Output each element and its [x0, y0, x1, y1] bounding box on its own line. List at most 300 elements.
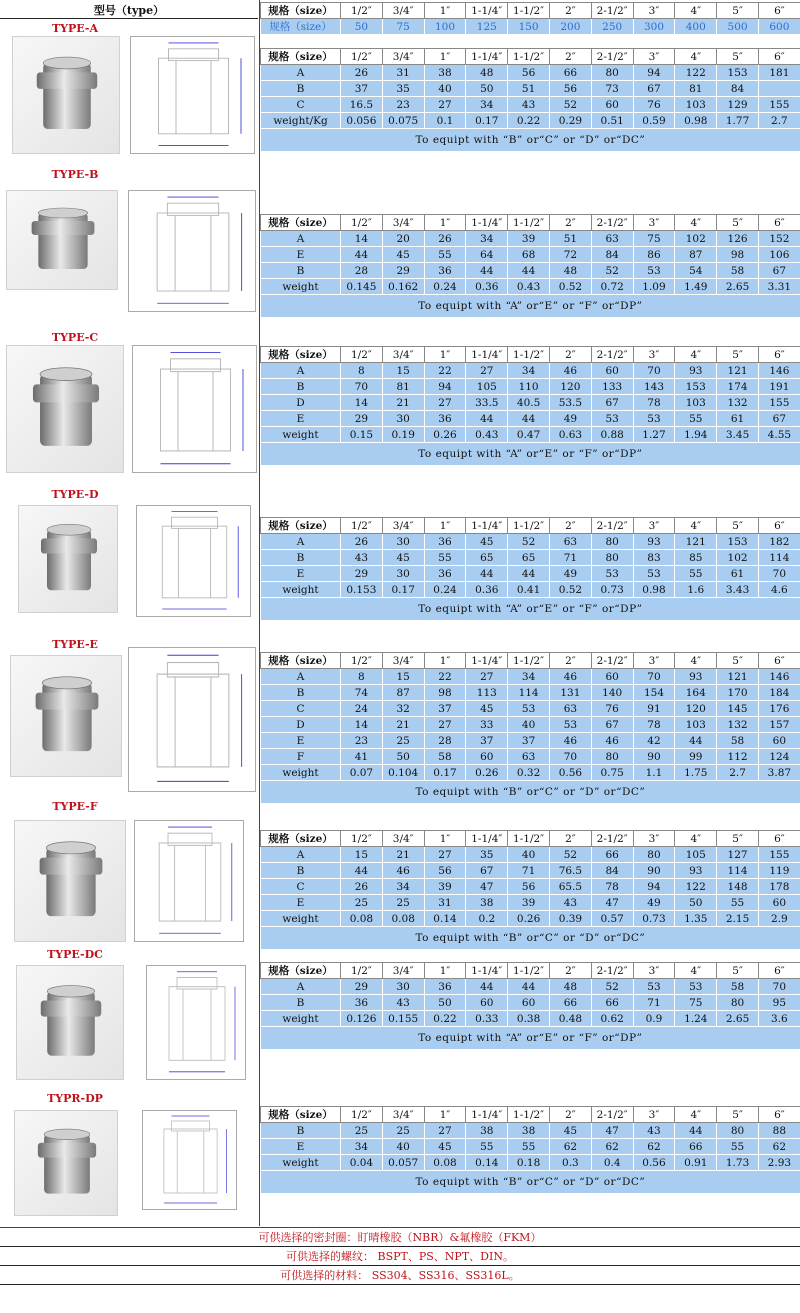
- row-label: weight: [261, 279, 341, 295]
- value-cell: 170: [717, 685, 759, 701]
- size-cell: 2-1/2″: [591, 518, 633, 534]
- dimension-row: [261, 685, 800, 701]
- value-cell: 55: [424, 247, 466, 263]
- value-cell: 106: [758, 247, 800, 263]
- value-cell: 0.07: [341, 765, 383, 781]
- value-cell: 31: [382, 65, 424, 81]
- value-cell: 102: [675, 231, 717, 247]
- row-label: weight: [261, 427, 341, 443]
- value-cell: 39: [424, 879, 466, 895]
- value-cell: 62: [549, 1139, 591, 1155]
- value-cell: 53: [633, 566, 675, 582]
- value-cell: 24: [341, 701, 383, 717]
- value-cell: 31: [424, 895, 466, 911]
- value-cell: 45: [382, 247, 424, 263]
- size-cell: 6″: [758, 49, 800, 65]
- compatibility-note: To equipt with “A” or“E” or “F” or“DP”: [261, 598, 800, 621]
- value-cell: 0.17: [424, 765, 466, 781]
- size-cell: 1″: [424, 1107, 466, 1123]
- value-cell: 120: [549, 379, 591, 395]
- value-cell: 81: [382, 379, 424, 395]
- value-cell: 184: [758, 685, 800, 701]
- value-cell: 46: [549, 733, 591, 749]
- value-cell: 71: [508, 863, 550, 879]
- value-cell: 148: [717, 879, 759, 895]
- dimension-row: [261, 879, 800, 895]
- value-cell: 53: [508, 701, 550, 717]
- size-cell: 6″: [758, 963, 800, 979]
- size-cell: 2″: [549, 653, 591, 669]
- value-cell: 0.14: [466, 1155, 508, 1171]
- value-cell: 38: [466, 1123, 508, 1139]
- value-cell: 37: [341, 81, 383, 97]
- size-cell: 1/2″: [341, 653, 383, 669]
- value-cell: 121: [675, 534, 717, 550]
- size-cell: 1-1/4″: [466, 49, 508, 65]
- compatibility-row: [261, 443, 800, 466]
- value-cell: 127: [717, 847, 759, 863]
- dimension-row: [261, 113, 800, 129]
- size-cell: 1-1/4″: [466, 831, 508, 847]
- size-label: 规格（size）: [261, 1107, 341, 1123]
- size-label: 规格（size）: [261, 831, 341, 847]
- value-cell: 0.36: [466, 582, 508, 598]
- value-cell: 15: [341, 847, 383, 863]
- value-cell: 36: [424, 979, 466, 995]
- size-cell: 3″: [633, 347, 675, 363]
- size-cell: 2″: [549, 1107, 591, 1123]
- value-cell: 114: [717, 863, 759, 879]
- value-cell: 93: [675, 669, 717, 685]
- type-dc-product-photo: [16, 965, 124, 1080]
- value-cell: 132: [717, 717, 759, 733]
- row-label: A: [261, 669, 341, 685]
- dimension-row: [261, 379, 800, 395]
- value-cell: 34: [466, 97, 508, 113]
- value-cell: 30: [382, 411, 424, 427]
- value-cell: 66: [675, 1139, 717, 1155]
- value-cell: 45: [466, 534, 508, 550]
- value-cell: 0.15: [341, 427, 383, 443]
- value-cell: 29: [341, 979, 383, 995]
- size-cell: 1/2″: [341, 963, 383, 979]
- value-cell: 78: [591, 879, 633, 895]
- value-cell: 36: [424, 566, 466, 582]
- value-cell: 0.155: [382, 1011, 424, 1027]
- size-cell: 1-1/4″: [466, 653, 508, 669]
- value-cell: 27: [424, 97, 466, 113]
- value-cell: 27: [424, 717, 466, 733]
- value-cell: 0.04: [341, 1155, 383, 1171]
- typr-dp-product-photo: [14, 1110, 118, 1216]
- compatibility-row: [261, 927, 800, 950]
- row-label: B: [261, 81, 341, 97]
- value-cell: 114: [758, 550, 800, 566]
- value-cell: 28: [424, 733, 466, 749]
- value-cell: 0.56: [633, 1155, 675, 1171]
- value-cell: 15: [382, 669, 424, 685]
- value-cell: 81: [675, 81, 717, 97]
- value-cell: 3.31: [758, 279, 800, 295]
- dimension-row: [261, 1155, 800, 1171]
- size-cell: 1/2″: [341, 49, 383, 65]
- size-cell: 2″: [549, 49, 591, 65]
- value-cell: 26: [341, 65, 383, 81]
- value-cell: 0.08: [341, 911, 383, 927]
- value-cell: 3.6: [758, 1011, 800, 1027]
- value-cell: 26: [341, 879, 383, 895]
- size-cell: 3/4″: [382, 215, 424, 231]
- size-cell: 3″: [633, 518, 675, 534]
- value-cell: 41: [341, 749, 383, 765]
- size-cell: 1/2″: [341, 831, 383, 847]
- value-cell: 35: [382, 81, 424, 97]
- size-cell: 3/4″: [382, 49, 424, 65]
- value-cell: 3.43: [717, 582, 759, 598]
- value-cell: 51: [508, 81, 550, 97]
- dimension-row: [261, 701, 800, 717]
- value-cell: 53: [633, 411, 675, 427]
- value-cell: 49: [549, 566, 591, 582]
- size-cell: 5″: [717, 3, 759, 19]
- value-cell: 70: [341, 379, 383, 395]
- size-cell: 5″: [717, 831, 759, 847]
- dimension-row: [261, 582, 800, 598]
- size-cell: 1-1/2″: [508, 49, 550, 65]
- value-cell: 0.91: [675, 1155, 717, 1171]
- row-label: A: [261, 534, 341, 550]
- value-cell: 0.4: [591, 1155, 633, 1171]
- size-row: [261, 215, 800, 231]
- type-c-dimension-drawing: [132, 345, 257, 473]
- value-cell: 64: [466, 247, 508, 263]
- value-cell: 119: [758, 863, 800, 879]
- size-cell: 1″: [424, 653, 466, 669]
- value-cell: 55: [675, 566, 717, 582]
- value-cell: 46: [591, 733, 633, 749]
- value-cell: 45: [466, 701, 508, 717]
- value-cell: 35: [466, 847, 508, 863]
- size-label: 规格（size）: [261, 19, 341, 35]
- value-cell: 39: [508, 895, 550, 911]
- value-cell: 30: [382, 566, 424, 582]
- dimension-row: [261, 1011, 800, 1027]
- value-cell: 88: [758, 1123, 800, 1139]
- dimension-row: [261, 247, 800, 263]
- value-cell: 0.47: [508, 427, 550, 443]
- value-cell: 38: [424, 65, 466, 81]
- value-cell: 63: [549, 534, 591, 550]
- value-cell: 51: [549, 231, 591, 247]
- value-cell: 50: [675, 895, 717, 911]
- value-cell: 14: [341, 231, 383, 247]
- value-cell: 0.153: [341, 582, 383, 598]
- value-cell: 0.59: [633, 113, 675, 129]
- size-row: [261, 347, 800, 363]
- row-label: E: [261, 733, 341, 749]
- value-cell: 0.51: [591, 113, 633, 129]
- value-cell: 133: [591, 379, 633, 395]
- dimension-row: [261, 566, 800, 582]
- value-cell: 23: [341, 733, 383, 749]
- value-cell: 84: [717, 81, 759, 97]
- value-cell: 43: [549, 895, 591, 911]
- size-cell: 5″: [717, 347, 759, 363]
- dn-cell: 125: [466, 19, 508, 35]
- row-label: E: [261, 1139, 341, 1155]
- value-cell: 52: [508, 534, 550, 550]
- type-label: TYPE-D: [51, 488, 99, 501]
- value-cell: 55: [717, 895, 759, 911]
- value-cell: 140: [591, 685, 633, 701]
- value-cell: 2.7: [717, 765, 759, 781]
- compatibility-note: To equipt with “A” or“E” or “F” or“DP”: [261, 1027, 800, 1050]
- value-cell: 4.55: [758, 427, 800, 443]
- value-cell: 29: [341, 566, 383, 582]
- compatibility-note: To equipt with “B” or“C” or “D” or“DC”: [261, 129, 800, 152]
- size-cell: 2″: [549, 518, 591, 534]
- row-label: E: [261, 247, 341, 263]
- typr-dp-dimension-drawing: [142, 1110, 237, 1210]
- size-cell: 2-1/2″: [591, 831, 633, 847]
- value-cell: 0.88: [591, 427, 633, 443]
- value-cell: 60: [758, 895, 800, 911]
- top-size-table: [260, 2, 800, 35]
- value-cell: 67: [758, 263, 800, 279]
- value-cell: 65: [466, 550, 508, 566]
- value-cell: 129: [717, 97, 759, 113]
- value-cell: 94: [633, 65, 675, 81]
- value-cell: 155: [758, 97, 800, 113]
- value-cell: 94: [633, 879, 675, 895]
- value-cell: 37: [508, 733, 550, 749]
- value-cell: 56: [424, 863, 466, 879]
- value-cell: 43: [633, 1123, 675, 1139]
- value-cell: 8: [341, 363, 383, 379]
- size-cell: 4″: [675, 653, 717, 669]
- value-cell: 25: [341, 1123, 383, 1139]
- value-cell: 67: [591, 717, 633, 733]
- value-cell: 121: [717, 363, 759, 379]
- value-cell: 48: [466, 65, 508, 81]
- value-cell: 76: [633, 97, 675, 113]
- value-cell: 2.7: [758, 113, 800, 129]
- value-cell: 0.75: [591, 765, 633, 781]
- dimension-row: [261, 1139, 800, 1155]
- size-cell: 3/4″: [382, 347, 424, 363]
- value-cell: 105: [675, 847, 717, 863]
- compatibility-row: [261, 1027, 800, 1050]
- value-cell: 58: [717, 979, 759, 995]
- value-cell: 0.48: [549, 1011, 591, 1027]
- value-cell: 0.056: [341, 113, 383, 129]
- value-cell: 48: [549, 979, 591, 995]
- value-cell: 155: [758, 395, 800, 411]
- value-cell: 47: [591, 895, 633, 911]
- size-cell: 6″: [758, 347, 800, 363]
- value-cell: 67: [758, 411, 800, 427]
- compatibility-note: To equipt with “B” or“C” or “D” or“DC”: [261, 927, 800, 950]
- value-cell: 86: [633, 247, 675, 263]
- value-cell: 80: [591, 550, 633, 566]
- size-cell: 6″: [758, 3, 800, 19]
- size-cell: 3″: [633, 49, 675, 65]
- value-cell: 102: [717, 550, 759, 566]
- type-label: TYPR-DP: [47, 1092, 103, 1105]
- value-cell: 44: [675, 1123, 717, 1139]
- value-cell: 56: [508, 65, 550, 81]
- dn-cell: 250: [591, 19, 633, 35]
- row-label: A: [261, 979, 341, 995]
- size-label: 规格（size）: [261, 3, 341, 19]
- value-cell: 60: [591, 363, 633, 379]
- value-cell: 0.98: [633, 582, 675, 598]
- value-cell: 2.9: [758, 911, 800, 927]
- value-cell: 45: [382, 550, 424, 566]
- value-cell: 53: [675, 979, 717, 995]
- dimension-row: [261, 979, 800, 995]
- value-cell: 15: [382, 363, 424, 379]
- typr-dp-spec-table: [260, 1106, 800, 1194]
- value-cell: 27: [424, 395, 466, 411]
- value-cell: 0.26: [508, 911, 550, 927]
- compatibility-note: To equipt with “B” or“C” or “D” or“DC”: [261, 1171, 800, 1194]
- row-label: B: [261, 263, 341, 279]
- value-cell: 1.27: [633, 427, 675, 443]
- value-cell: 105: [466, 379, 508, 395]
- value-cell: 143: [633, 379, 675, 395]
- size-cell: 1-1/2″: [508, 831, 550, 847]
- value-cell: 153: [717, 534, 759, 550]
- value-cell: 30: [382, 979, 424, 995]
- value-cell: 23: [382, 97, 424, 113]
- size-cell: 1-1/4″: [466, 215, 508, 231]
- value-cell: 58: [717, 263, 759, 279]
- value-cell: 122: [675, 879, 717, 895]
- value-cell: 40: [508, 847, 550, 863]
- size-cell: 4″: [675, 3, 717, 19]
- value-cell: 58: [424, 749, 466, 765]
- size-cell: 3/4″: [382, 963, 424, 979]
- value-cell: 68: [508, 247, 550, 263]
- value-cell: 0.14: [424, 911, 466, 927]
- value-cell: 0.2: [466, 911, 508, 927]
- value-cell: 44: [508, 979, 550, 995]
- size-cell: 4″: [675, 1107, 717, 1123]
- value-cell: 90: [633, 749, 675, 765]
- row-label: weight: [261, 911, 341, 927]
- value-cell: 155: [758, 847, 800, 863]
- value-cell: 0.39: [549, 911, 591, 927]
- row-label: E: [261, 566, 341, 582]
- value-cell: 0.3: [549, 1155, 591, 1171]
- size-cell: 2″: [549, 831, 591, 847]
- value-cell: 34: [508, 669, 550, 685]
- value-cell: 93: [675, 863, 717, 879]
- dn-cell: 75: [382, 19, 424, 35]
- size-cell: 1-1/2″: [508, 518, 550, 534]
- value-cell: 0.145: [341, 279, 383, 295]
- value-cell: 153: [717, 65, 759, 81]
- type-label: TYPE-A: [52, 22, 98, 35]
- value-cell: 0.22: [424, 1011, 466, 1027]
- size-cell: 3/4″: [382, 518, 424, 534]
- value-cell: 0.18: [508, 1155, 550, 1171]
- value-cell: 52: [549, 847, 591, 863]
- value-cell: 73: [591, 81, 633, 97]
- value-cell: 25: [341, 895, 383, 911]
- value-cell: 0.17: [382, 582, 424, 598]
- value-cell: 27: [424, 847, 466, 863]
- value-cell: 126: [717, 231, 759, 247]
- size-row: [261, 518, 800, 534]
- size-cell: 1/2″: [341, 215, 383, 231]
- size-cell: 2-1/2″: [591, 215, 633, 231]
- compatibility-row: [261, 295, 800, 318]
- size-cell: 2-1/2″: [591, 347, 633, 363]
- value-cell: 153: [675, 379, 717, 395]
- value-cell: 36: [424, 411, 466, 427]
- value-cell: 33.5: [466, 395, 508, 411]
- value-cell: 60: [508, 995, 550, 1011]
- value-cell: 42: [633, 733, 675, 749]
- value-cell: 44: [508, 566, 550, 582]
- size-cell: 3/4″: [382, 1107, 424, 1123]
- size-cell: 1-1/2″: [508, 1107, 550, 1123]
- value-cell: 122: [675, 65, 717, 81]
- value-cell: 181: [758, 65, 800, 81]
- value-cell: 120: [675, 701, 717, 717]
- value-cell: 45: [424, 1139, 466, 1155]
- type-e-dimension-drawing: [128, 647, 256, 792]
- value-cell: 66: [549, 995, 591, 1011]
- value-cell: 2.93: [758, 1155, 800, 1171]
- size-cell: 1″: [424, 347, 466, 363]
- value-cell: 43: [382, 995, 424, 1011]
- size-cell: 3″: [633, 3, 675, 19]
- row-label: C: [261, 701, 341, 717]
- value-cell: 146: [758, 669, 800, 685]
- value-cell: 40: [508, 717, 550, 733]
- value-cell: 0.38: [508, 1011, 550, 1027]
- value-cell: 21: [382, 395, 424, 411]
- dimension-row: [261, 847, 800, 863]
- size-cell: 3″: [633, 1107, 675, 1123]
- compatibility-row: [261, 1171, 800, 1194]
- value-cell: 44: [508, 263, 550, 279]
- value-cell: 3.45: [717, 427, 759, 443]
- value-cell: 157: [758, 717, 800, 733]
- value-cell: 53: [549, 717, 591, 733]
- row-label: C: [261, 97, 341, 113]
- value-cell: 152: [758, 231, 800, 247]
- type-dc-spec-table: [260, 962, 800, 1050]
- value-cell: 44: [466, 979, 508, 995]
- value-cell: 62: [633, 1139, 675, 1155]
- value-cell: 25: [382, 1123, 424, 1139]
- value-cell: 46: [549, 363, 591, 379]
- value-cell: 55: [508, 1139, 550, 1155]
- value-cell: 60: [466, 995, 508, 1011]
- type-label: TYPE-DC: [47, 948, 103, 961]
- value-cell: 93: [633, 534, 675, 550]
- value-cell: 49: [633, 895, 675, 911]
- value-cell: 182: [758, 534, 800, 550]
- value-cell: 47: [466, 879, 508, 895]
- value-cell: 2.15: [717, 911, 759, 927]
- value-cell: 121: [717, 669, 759, 685]
- row-label: B: [261, 863, 341, 879]
